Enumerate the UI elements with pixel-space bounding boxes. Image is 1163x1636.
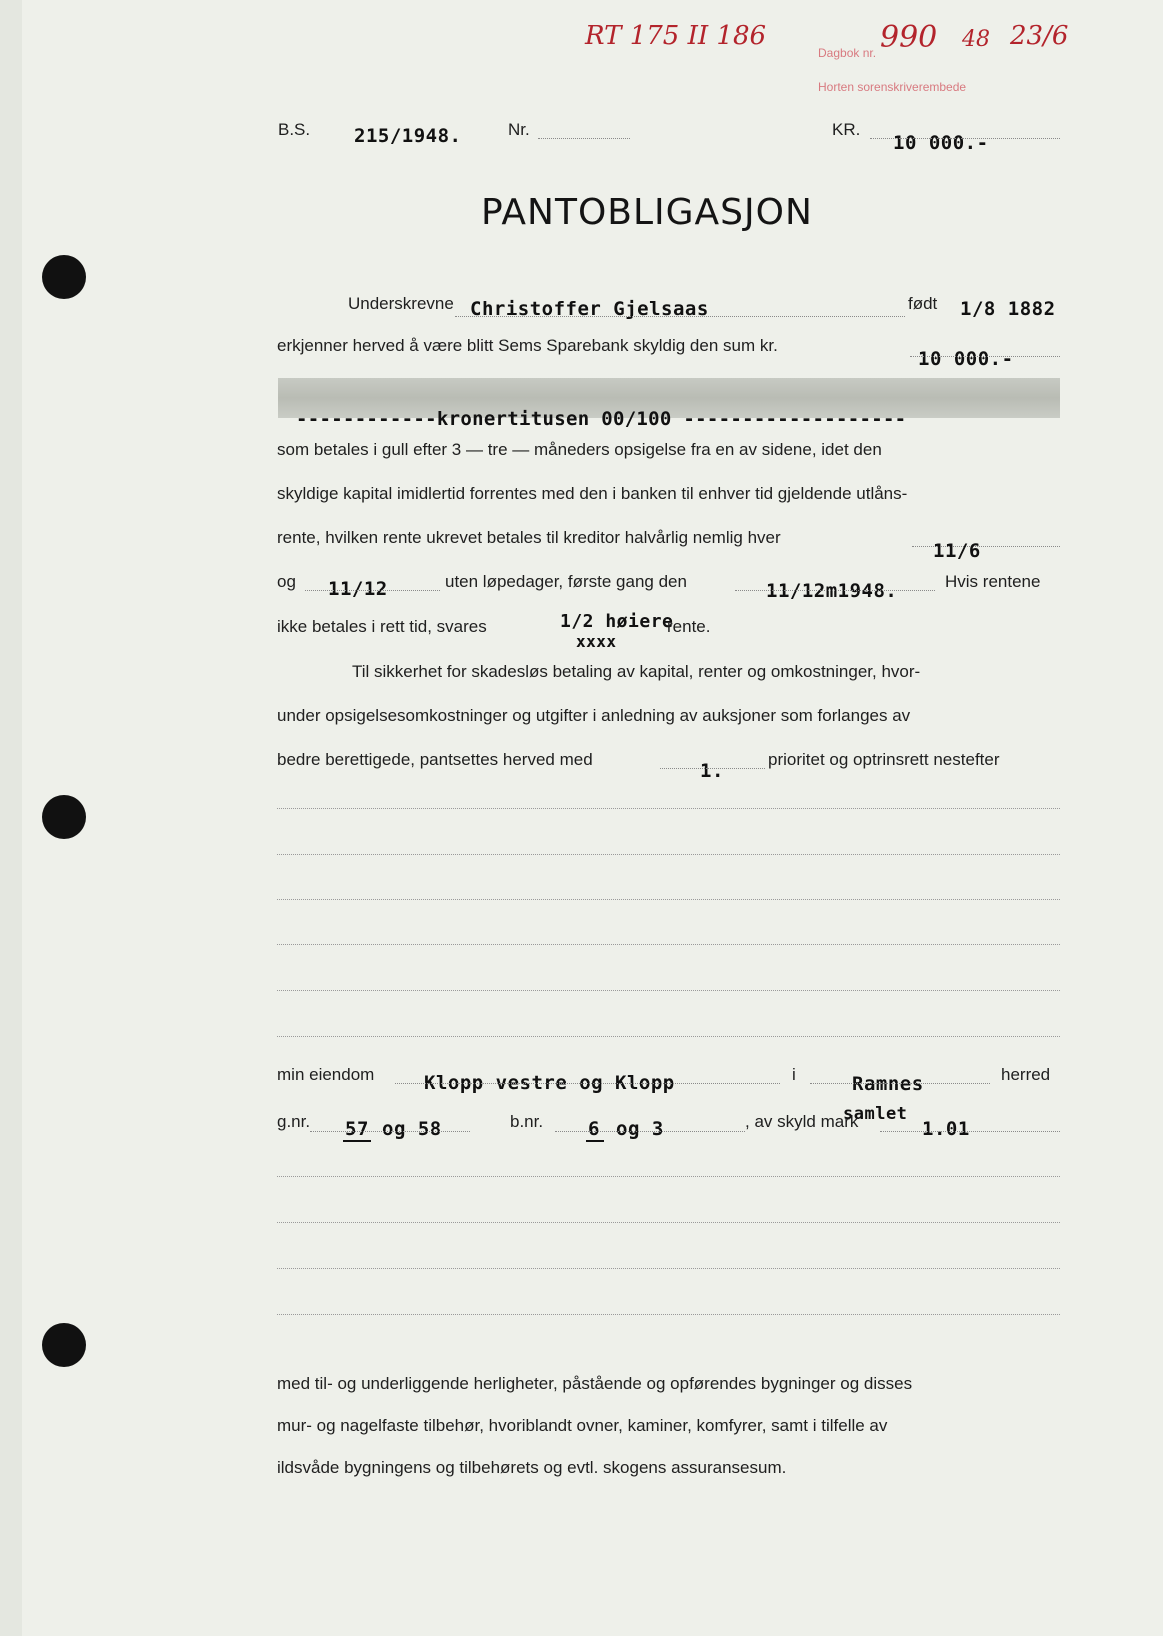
priority-fill-line — [660, 768, 765, 769]
blank-line — [277, 1222, 1060, 1223]
closing-line-3: ildsvåde bygningens og tilbehørets og evtl. skogens assuransesum. — [277, 1458, 787, 1477]
punch-hole — [42, 795, 86, 839]
overstrike-top: 1/2 høiere — [560, 611, 674, 632]
handwritten-date: 23/6 — [1010, 21, 1069, 51]
bnr-underline — [586, 1140, 604, 1142]
blank-line — [277, 1176, 1060, 1177]
born-value: 1/8 1882 — [960, 298, 1056, 320]
overstrike-bottom: xxxx — [576, 632, 617, 651]
blank-line — [277, 1268, 1060, 1269]
property-name: Klopp vestre og Klopp — [424, 1072, 675, 1094]
debtor-name: Christoffer Gjelsaas — [470, 298, 709, 320]
stamp-line-1: Dagbok nr. — [818, 46, 877, 60]
punch-hole — [42, 255, 86, 299]
gnr-underline — [343, 1140, 371, 1142]
page-edge — [0, 0, 22, 1636]
document-title: PANTOBLIGASJON — [481, 192, 813, 233]
municipality-fill-line — [810, 1083, 990, 1084]
gnr-value: 57 — [345, 1118, 369, 1140]
property-fill-line — [395, 1083, 780, 1084]
sum-in-words: ------------kronertitusen 00/100 ------------------- — [296, 408, 907, 430]
i-label: i — [792, 1065, 796, 1084]
blank-line — [277, 1314, 1060, 1315]
interest-date-1: 11/6 — [933, 540, 981, 562]
security-line-3: bedre berettigede, pantsettes herved med — [277, 750, 593, 769]
municipality: Ramnes — [852, 1073, 924, 1095]
debtor-label: Underskrevne — [348, 294, 454, 313]
handwritten-suffix: 48 — [962, 27, 990, 52]
priority-value: 1. — [700, 760, 724, 782]
bnr-label: b.nr. — [510, 1112, 544, 1131]
blank-line — [277, 808, 1060, 809]
debtor-fill-line — [455, 316, 905, 317]
kr-label: KR. — [832, 120, 861, 139]
punch-hole — [42, 1323, 86, 1367]
closing-line-1: med til- og underliggende herligheter, påstående og opførendes bygninger og disses — [277, 1374, 913, 1393]
skyld-label: , av skyld mark — [745, 1112, 859, 1131]
gnr-og: og 58 — [382, 1118, 442, 1140]
kr-value: 10 000.- — [893, 132, 989, 154]
para-line-3: rente, hvilken rente ukrevet betales til kreditor halvårlig nemlig hver — [277, 528, 781, 547]
blank-line — [277, 990, 1060, 991]
blank-line — [277, 944, 1060, 945]
property-label: min eiendom — [277, 1065, 375, 1084]
rente-label: rente. — [667, 617, 711, 636]
handwritten-reference: RT 175 II 186 — [585, 21, 767, 51]
hvis-label: Hvis rentene — [945, 572, 1041, 591]
sentence-debt: erkjenner herved å være blitt Sems Sparebank skyldig den sum kr. — [277, 336, 778, 355]
ikke-label: ikke betales i rett tid, svares — [277, 617, 487, 636]
gnr-fill-line — [310, 1131, 470, 1132]
bnr-value: 6 — [588, 1118, 600, 1140]
interest-date-2: 11/12 — [328, 578, 388, 600]
first-date: 11/12m1948. — [766, 580, 898, 602]
herred-label: herred — [1001, 1065, 1051, 1084]
date2-fill-line — [305, 590, 440, 591]
sum-fill-line — [910, 356, 1060, 357]
bnr-og: og 3 — [616, 1118, 664, 1140]
security-line-1: Til sikkerhet for skadesløs betaling av kapital, renter og omkostninger, hvor- — [352, 662, 921, 681]
kr-fill-line — [870, 138, 1060, 139]
blank-line — [277, 1036, 1060, 1037]
sum-value: 10 000.- — [918, 348, 1014, 370]
stamp-line-2: Horten sorenskriverembede — [818, 80, 967, 94]
samlet-value: samlet — [843, 1104, 908, 1124]
bs-label: B.S. — [278, 120, 311, 139]
bnr-fill-line — [555, 1131, 745, 1132]
uten-label: uten løpedager, første gang den — [445, 572, 687, 591]
nr-label: Nr. — [508, 120, 530, 139]
blank-line — [277, 854, 1060, 855]
para-line-1: som betales i gull efter 3 — tre — måneders opsigelse fra en av sidene, idet den — [277, 440, 882, 459]
handwritten-number: 990 — [880, 20, 938, 55]
para-line-2: skyldige kapital imidlertid forrentes med den i banken til enhver tid gjeldende utlåns- — [277, 484, 908, 503]
blank-line — [277, 899, 1060, 900]
first-date-fill-line — [735, 590, 935, 591]
priority-text: prioritet og optrinsrett nestefter — [768, 750, 1000, 769]
security-line-2: under opsigelsesomkostninger og utgifter i anledning av auksjoner som forlanges av — [277, 706, 911, 725]
og-label: og — [277, 572, 296, 591]
bs-value: 215/1948. — [354, 125, 462, 147]
born-label: født — [908, 294, 938, 313]
skyld-fill-line — [880, 1131, 1060, 1132]
nr-fill-line — [538, 138, 630, 139]
skyld-value: 1.01 — [922, 1118, 970, 1140]
closing-line-2: mur- og nagelfaste tilbehør, hvoriblandt ovner, kaminer, komfyrer, samt i tilfelle av — [277, 1416, 888, 1435]
gnr-label: g.nr. — [277, 1112, 311, 1131]
